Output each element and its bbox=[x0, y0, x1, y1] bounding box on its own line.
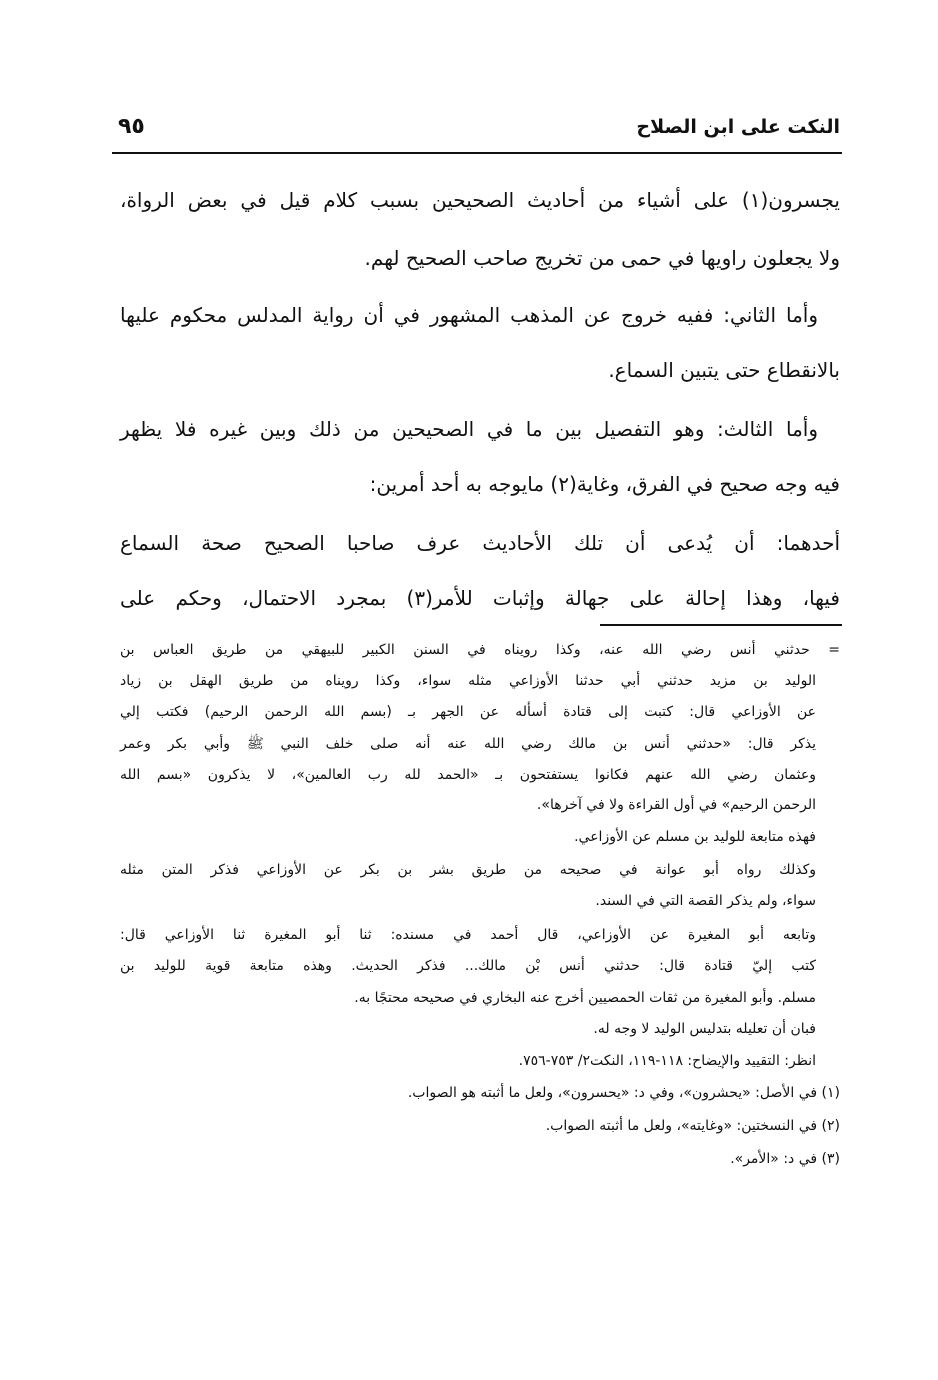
footnote-line: الوليد بن مزيد حدثني أبي حدثنا الأوزاعي مثله سواء، وكذا رويناه من طريق الهقل بن زياد bbox=[120, 673, 816, 689]
footnote-line: انظر: التقييد والإيضاح: ١١٨-١١٩، النكت٢/ ٧٥٣-٧٥٦. bbox=[518, 1053, 816, 1069]
footnote-line: وعثمان رضي الله عنهم فكانوا يستفتحون بـ «الحمد لله رب العالمين»، لا يذكرون «بسم الله bbox=[120, 767, 816, 783]
footnote-line: وكذلك رواه أبو عوانة في صحيحه من طريق بشر بن بكر عن الأوزاعي فذكر المتن مثله bbox=[120, 862, 816, 878]
text-line: ولا يجعلون راويها في حمى من تخريج صاحب الصحيح لهم. bbox=[364, 246, 840, 270]
footnote-rule bbox=[600, 624, 842, 626]
footnote-line: وتابعه أبو المغيرة عن الأوزاعي، قال أحمد في مسنده: ثنا أبو المغيرة ثنا الأوزاعي قال: bbox=[120, 927, 816, 943]
text-line: وأما الثاني: ففيه خروج عن المذهب المشهور في أن رواية المدلس محكوم عليها bbox=[120, 303, 818, 327]
footnote-1: (١) في الأصل: «يحشرون»، وفي د: «يحسرون»، ولعل ما أثبته هو الصواب. bbox=[407, 1085, 840, 1101]
footnote-3: (٣) في د: «الأمر». bbox=[730, 1151, 840, 1167]
text-line: فيه وجه صحيح في الفرق، وغاية(٢) مايوجه به أحد أمرين: bbox=[369, 472, 840, 496]
footnote-line: = حدثني أنس رضي الله عنه، وكذا رويناه في السنن الكبير للبيهقي من طريق العباس بن bbox=[120, 642, 840, 658]
footnote-line: فهذه متابعة للوليد بن مسلم عن الأوزاعي. bbox=[574, 829, 816, 845]
text-line: يجسرون(١) على أشياء من أحاديث الصحيحين بسبب كلام قيل في بعض الرواة، bbox=[120, 188, 840, 212]
page-number: ٩٥ bbox=[118, 114, 145, 139]
text-line: بالانقطاع حتى يتبين السماع. bbox=[608, 358, 840, 382]
text-line: وأما الثالث: وهو التفصيل بين ما في الصحيحين من ذلك وبين غيره فلا يظهر bbox=[120, 417, 818, 441]
footnote-line: سواء، ولم يذكر القصة التي في السند. bbox=[595, 893, 816, 909]
footnote-line: يذكر قال: «حدثني أنس بن مالك رضي الله عنه أنه صلى خلف النبي ﷺ وأبي بكر وعمر bbox=[120, 736, 816, 752]
footnote-2: (٢) في النسختين: «وغايته»، ولعل ما أثبته الصواب. bbox=[545, 1118, 840, 1134]
header-rule bbox=[112, 152, 842, 154]
text-line: أحدهما: أن يُدعى أن تلك الأحاديث عرف صاحبا الصحيح صحة السماع bbox=[120, 531, 840, 555]
footnote-line: الرحمن الرحيم» في أول القراءة ولا في آخرها». bbox=[536, 797, 816, 813]
running-header-title: النكت على ابن الصلاح bbox=[636, 116, 840, 138]
footnote-line: عن الأوزاعي قال: كتبت إلى قتادة أسأله عن الجهر بـ (بسم الله الرحمن الرحيم) فكتب إلي bbox=[120, 704, 816, 720]
footnote-line: كتب إليّ قتادة قال: حدثني أنس بْن مالك... فذكر الحديث. وهذه متابعة قوية للوليد بن bbox=[120, 958, 816, 974]
text-line: فيها، وهذا إحالة على جهالة وإثبات للأمر(٣) بمجرد الاحتمال، وحكم على bbox=[120, 586, 840, 610]
footnote-line: مسلم. وأبو المغيرة من ثقات الحمصيين أخرج عنه البخاري في صحيحه محتجًا به. bbox=[354, 990, 816, 1006]
footnote-line: فبان أن تعليله بتدليس الوليد لا وجه له. bbox=[593, 1021, 816, 1037]
